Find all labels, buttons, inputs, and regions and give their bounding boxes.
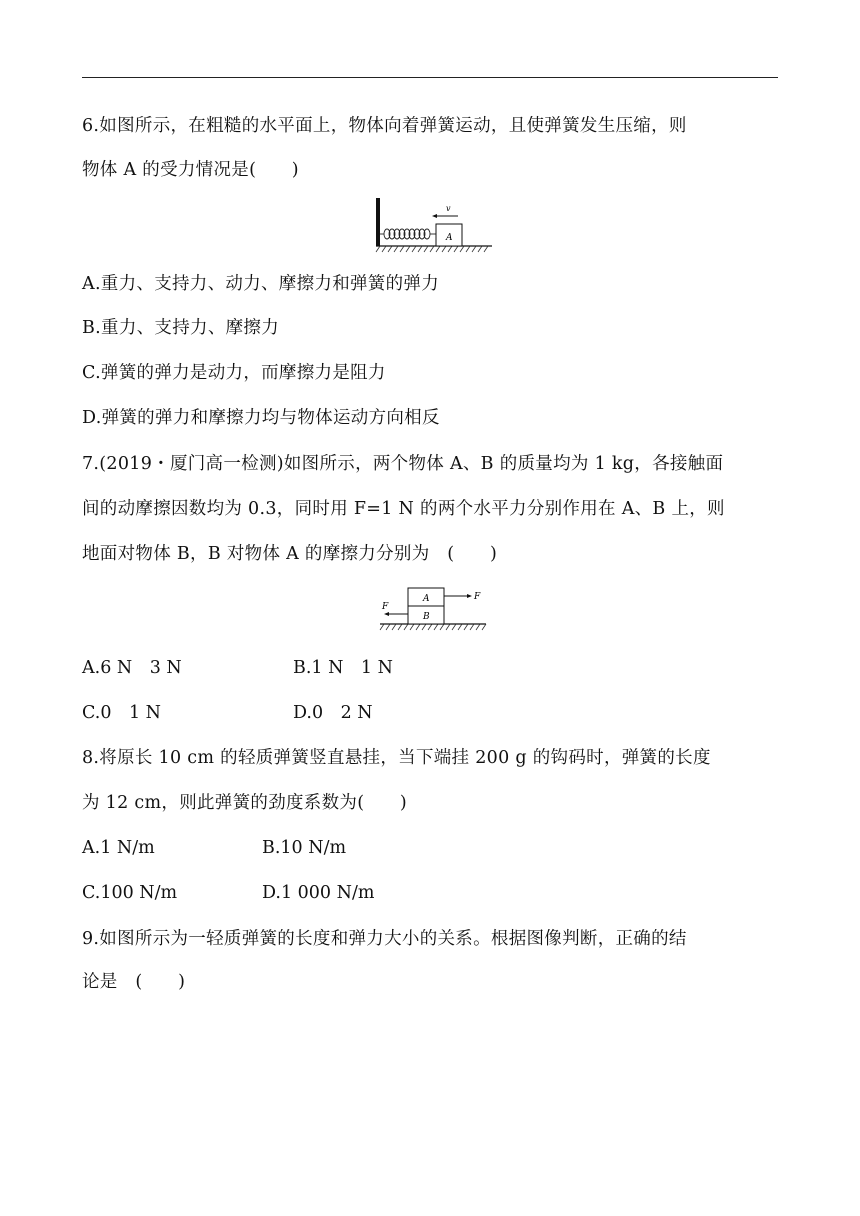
q6-option-a: A.重力、支持力、动力、摩擦力和弹簧的弹力 xyxy=(82,274,439,294)
q9-stem-line1: 9.如图所示为一轻质弹簧的长度和弹力大小的关系。根据图像判断，正确的结 xyxy=(82,929,687,949)
header-rule xyxy=(82,77,778,78)
q7-figure-stacked-blocks xyxy=(376,584,488,636)
q6-stem-line2: 物体 A 的受力情况是( ) xyxy=(82,160,299,180)
q7-left-force-label: F xyxy=(382,602,389,612)
q6-stem-line1: 6.如图所示，在粗糙的水平面上，物体向着弹簧运动，且使弹簧发生压缩，则 xyxy=(82,116,687,136)
q8-stem-line1: 8.将原长 10 cm 的轻质弹簧竖直悬挂，当下端挂 200 g 的钩码时，弹簧的长度 xyxy=(82,748,711,768)
q7-option-b: B.1 N 1 N xyxy=(293,658,393,678)
q6-block-label: A xyxy=(446,233,453,243)
q9-stem-line2: 论是 ( ) xyxy=(82,972,186,992)
q8-option-d: D.1 000 N/m xyxy=(262,883,375,903)
q6-option-d: D.弹簧的弹力和摩擦力均与物体运动方向相反 xyxy=(82,408,440,428)
q8-option-a: A.1 N/m xyxy=(82,838,155,858)
q7-stem-line1: 7.(2019・厦门高一检测)如图所示，两个物体 A、B 的质量均为 1 kg，各接触面 xyxy=(82,454,724,474)
q7-stem-line2: 间的动摩擦因数均为 0.3，同时用 F=1 N 的两个水平力分别作用在 A、B 上，则 xyxy=(82,499,725,519)
q7-block-a-label: A xyxy=(423,594,430,604)
q7-block-b-label: B xyxy=(423,612,430,622)
q7-stem-line3: 地面对物体 B，B 对物体 A 的摩擦力分别为 ( ) xyxy=(82,544,498,564)
q8-option-c: C.100 N/m xyxy=(82,883,178,903)
q7-option-c: C.0 1 N xyxy=(82,703,161,723)
q7-option-d: D.0 2 N xyxy=(293,703,373,723)
q8-stem-line2: 为 12 cm，则此弹簧的劲度系数为( ) xyxy=(82,793,408,813)
q6-figure-spring-block xyxy=(370,196,494,258)
q7-option-a: A.6 N 3 N xyxy=(82,658,182,678)
q6-option-c: C.弹簧的弹力是动力，而摩擦力是阻力 xyxy=(82,363,386,383)
q8-option-b: B.10 N/m xyxy=(262,838,347,858)
q7-right-force-label: F xyxy=(474,592,481,602)
q6-option-b: B.重力、支持力、摩擦力 xyxy=(82,318,280,338)
spring-icon xyxy=(380,229,436,239)
q6-velocity-label: v xyxy=(446,204,451,213)
